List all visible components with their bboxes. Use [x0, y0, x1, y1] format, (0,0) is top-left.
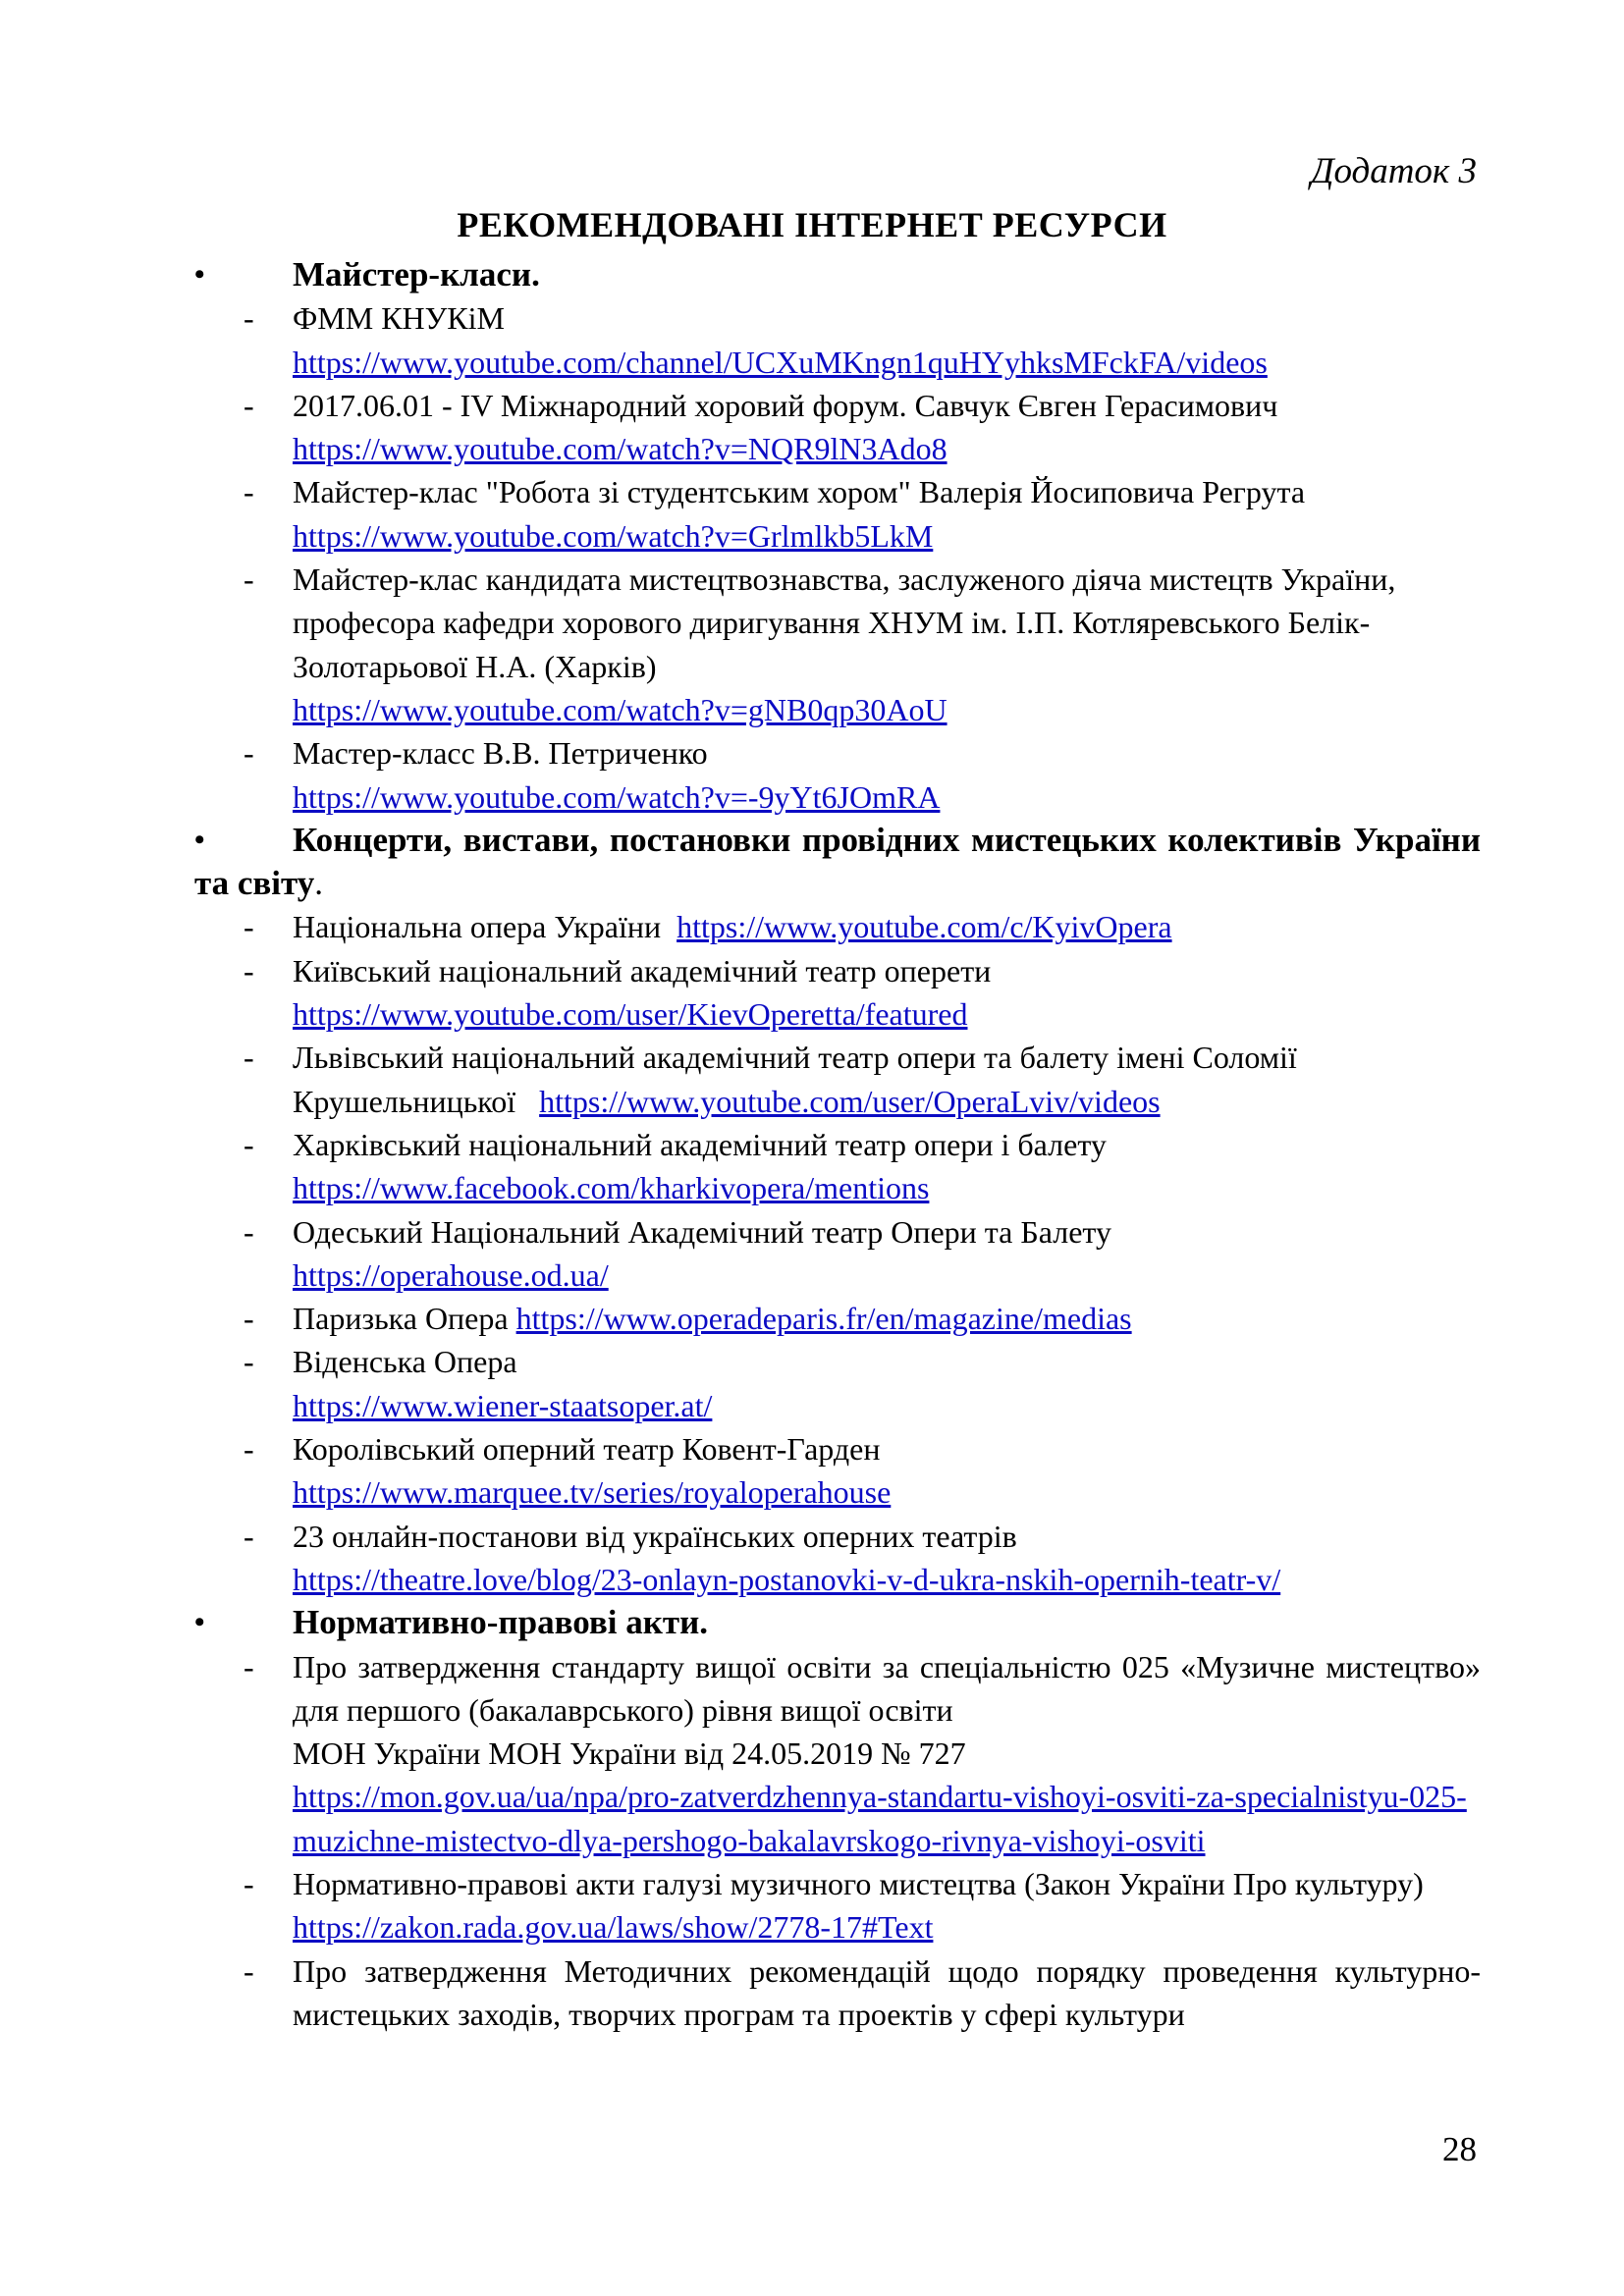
item-text: ФММ КНУКіМ [293, 300, 505, 337]
dash-marker: - [244, 1648, 254, 1684]
item-text: 23 онлайн-постанови від українських оперних театрів [293, 1518, 1017, 1554]
item-text-block [293, 1645, 1481, 1733]
resource-link[interactable]: https://mon.gov.ua/ua/npa/pro-zatverdzhennya-standartu-vishoyi-osviti-za-specialnistyu-025-muzichne-mistectvo-dlya-pershogo-bakalavrskogo-rivnya-vishoyi-osviti [293, 1779, 1467, 1858]
resource-link[interactable]: https://www.youtube.com/user/KievOperetta/featured [293, 996, 968, 1033]
dash-marker: - [244, 1040, 254, 1076]
item-text: Майстер-клас кандидата мистецтвознавства, заслуженого діяча мистецтв України, професора кафедри хорового диригування ХНУМ ім. І.П. Котляревського Белік-Золотарьової Н.А. (Харків) [293, 561, 1396, 684]
resource-link[interactable]: https://www.operadeparis.fr/en/magazine/medias [515, 1301, 1132, 1337]
section-heading-end: . [314, 864, 324, 903]
section-items [194, 1645, 1481, 2037]
list-item [194, 1862, 1481, 1949]
item-text-secondary: МОН України МОН України від 24.05.2019 № 727 [293, 1735, 966, 1772]
dash-marker: - [244, 1213, 254, 1250]
dash-marker: - [244, 387, 254, 423]
list-item [194, 558, 1481, 731]
dash-marker: - [244, 300, 254, 337]
page-number: 28 [1442, 2130, 1477, 2168]
item-text: Мастер-класс В.В. Петриченко [293, 735, 708, 772]
item-text: Львівський національний академічний театр опери та балету імені Соломії Крушельницької [293, 1040, 1297, 1119]
item-text: Паризька Опера [293, 1301, 509, 1337]
item-text: Харківський національний академічний театр опери і балету [293, 1126, 1107, 1162]
section-heading-concerts [194, 819, 1481, 906]
dash-marker: - [244, 1344, 254, 1380]
list-item [194, 296, 1481, 384]
dash-marker: - [244, 1865, 254, 1901]
item-text: Королівський оперний театр Ковент-Гарден [293, 1431, 881, 1468]
item-text: Нормативно-правові акти галузі музичного мистецтва (Закон України Про культуру) [293, 1865, 1424, 1901]
resource-list [194, 253, 1481, 2036]
list-item [194, 1123, 1481, 1210]
list-item [194, 1036, 1481, 1123]
resource-link[interactable]: https://www.facebook.com/kharkivopera/mentions [293, 1170, 930, 1206]
bullet-icon: • [194, 1606, 205, 1639]
resource-link[interactable]: https://www.youtube.com/watch?v=Grlmlkb5LkM [293, 517, 934, 554]
section-heading-text: Нормативно-правові акти. [293, 1603, 709, 1642]
section-heading-text: Майстер-класи. [293, 255, 540, 294]
resource-link[interactable]: https://www.youtube.com/watch?v=-9yYt6JOmRA [293, 778, 941, 815]
dash-marker: - [244, 561, 254, 598]
resource-link[interactable]: https://www.youtube.com/watch?v=gNB0qp30AoU [293, 691, 947, 727]
resource-link[interactable]: https://operahouse.od.ua/ [293, 1256, 609, 1293]
bullet-icon: • [194, 258, 205, 291]
resource-link[interactable]: https://www.wiener-staatsoper.at/ [293, 1387, 713, 1423]
item-text: Майстер-клас "Робота зі студентським хором" Валерія Йосиповича Регрута [293, 474, 1306, 510]
resource-link[interactable]: https://www.youtube.com/c/KyivOpera [677, 909, 1172, 945]
list-item [194, 1949, 1481, 2037]
page-title: РЕКОМЕНДОВАНІ ІНТЕРНЕТ РЕСУРСИ [457, 205, 1167, 244]
list-item [194, 905, 1481, 948]
dash-marker: - [244, 1431, 254, 1468]
list-item [194, 1297, 1481, 1340]
list-item [194, 1340, 1481, 1427]
item-text: 2017.06.01 - IV Міжнародний хоровий форум. Савчук Євген Герасимович [293, 387, 1278, 423]
list-item [194, 731, 1481, 819]
list-item [194, 384, 1481, 471]
item-text: Віденська Опера [293, 1344, 517, 1380]
dash-marker: - [244, 1518, 254, 1554]
list-item [194, 1645, 1481, 1862]
section-items [194, 905, 1481, 1601]
resource-link[interactable]: https://www.youtube.com/watch?v=NQR9lN3Ado8 [293, 431, 947, 467]
appendix-label: Додаток 3 [1310, 151, 1477, 191]
resource-link[interactable]: https://zakon.rada.gov.ua/laws/show/2778-17#Text [293, 1909, 934, 1946]
item-text: Київський національний академічний театр оперети [293, 952, 992, 988]
resource-link[interactable]: https://www.youtube.com/channel/UCXuMKngn1quHYyhksMFckFA/videos [293, 344, 1268, 380]
item-text: Одеський Національний Академічний театр Опери та Балету [293, 1213, 1111, 1250]
item-text: Національна опера України [293, 909, 662, 945]
dash-marker: - [244, 735, 254, 772]
item-text: Про затвердження Методичних рекомендацій щодо порядку проведення культурно-мистецьких заходів, творчих програм та проектів у сфері культури [293, 1952, 1481, 2032]
list-item [194, 1515, 1481, 1602]
section-items [194, 296, 1481, 819]
resource-link[interactable]: https://www.youtube.com/user/OperaLviv/videos [539, 1083, 1161, 1119]
dash-marker: - [244, 474, 254, 510]
dash-marker: - [244, 952, 254, 988]
section-heading-regulations [194, 1601, 1481, 1644]
list-item [194, 1210, 1481, 1298]
bullet-icon: • [194, 823, 205, 856]
item-text: Про затвердження стандарту вищої освіти за спеціальністю 025 «Музичне мистецтво» для першого (бакалаврського) рівня вищої освіти [293, 1648, 1481, 1728]
dash-marker: - [244, 1952, 254, 1989]
list-item [194, 1427, 1481, 1515]
dash-marker: - [244, 1126, 254, 1162]
dash-marker: - [244, 1301, 254, 1337]
resource-link[interactable]: https://www.marquee.tv/series/royaloperahouse [293, 1474, 892, 1511]
list-item [194, 470, 1481, 558]
section-heading-master-classes [194, 253, 1481, 296]
section-heading-text: Концерти, вистави, постановки провідних мистецьких колективів України та світу [194, 820, 1481, 903]
dash-marker: - [244, 909, 254, 945]
resource-link[interactable]: https://theatre.love/blog/23-onlayn-postanovki-v-d-ukra-nskih-opernih-teatr-v/ [293, 1561, 1281, 1597]
list-item [194, 949, 1481, 1037]
